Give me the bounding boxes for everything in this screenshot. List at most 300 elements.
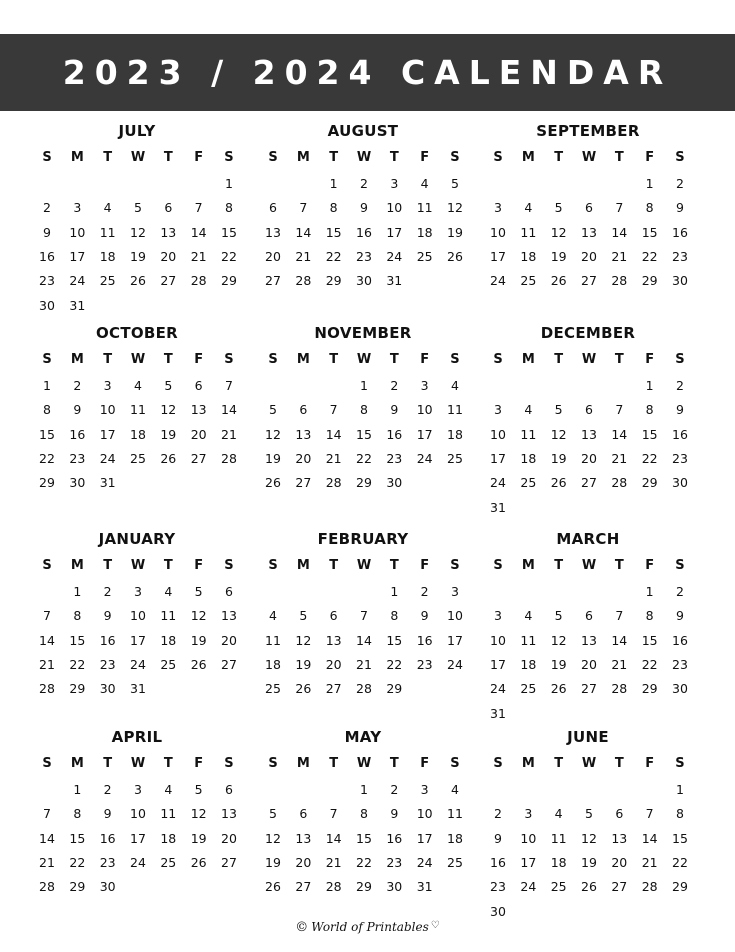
day-cell: 3 bbox=[134, 782, 142, 797]
day-cell: 28 bbox=[325, 475, 342, 491]
month-name: NOVEMBER bbox=[314, 324, 412, 342]
day-cell: 3 bbox=[494, 402, 502, 418]
day-cell: 17 bbox=[520, 854, 537, 870]
weekday-label: T bbox=[389, 150, 399, 165]
day-cell: 2 bbox=[675, 378, 684, 393]
weekday-label: M bbox=[296, 756, 310, 771]
day-cell: 2 bbox=[494, 806, 502, 822]
weekday-label: T bbox=[614, 756, 624, 771]
day-cell: 10 bbox=[99, 402, 116, 418]
day-cell: 9 bbox=[390, 806, 399, 822]
day-cell: 7 bbox=[43, 608, 51, 624]
weekday-label: S bbox=[675, 352, 685, 367]
day-cell: 11 bbox=[265, 632, 281, 648]
weekday-label: M bbox=[70, 756, 84, 771]
day-cell: 25 bbox=[520, 681, 537, 697]
day-cell: 11 bbox=[160, 806, 177, 822]
day-cell: 31 bbox=[99, 475, 116, 491]
day-cell: 30 bbox=[672, 475, 688, 491]
weekday-label: W bbox=[581, 558, 597, 573]
day-cell: 29 bbox=[386, 681, 403, 697]
month-name: DECEMBER bbox=[540, 324, 636, 342]
weekday-label: F bbox=[645, 756, 655, 771]
day-cell: 19 bbox=[265, 450, 281, 466]
day-cell: 4 bbox=[524, 200, 533, 216]
month-name: JANUARY bbox=[98, 530, 176, 548]
day-cell: 22 bbox=[672, 854, 688, 870]
day-cell: 16 bbox=[490, 854, 506, 870]
day-cell: 15 bbox=[221, 224, 237, 240]
day-cell: 13 bbox=[581, 426, 597, 442]
weekday-label: S bbox=[675, 150, 685, 165]
day-cell: 25 bbox=[447, 854, 463, 870]
day-cell: 4 bbox=[164, 782, 173, 797]
day-cell: 31 bbox=[490, 499, 506, 515]
day-cell: 10 bbox=[69, 224, 86, 240]
day-cell: 10 bbox=[416, 402, 433, 418]
day-cell: 29 bbox=[221, 273, 237, 289]
day-cell: 9 bbox=[73, 402, 82, 418]
day-cell: 10 bbox=[130, 608, 146, 624]
month-february bbox=[258, 530, 468, 730]
day-cell: 21 bbox=[295, 248, 312, 264]
day-cell: 3 bbox=[494, 200, 502, 216]
day-cell: 30 bbox=[356, 273, 372, 289]
day-cell: 29 bbox=[69, 879, 86, 895]
weekday-label: W bbox=[356, 150, 372, 165]
day-cell: 3 bbox=[494, 608, 502, 624]
day-cell: 9 bbox=[494, 830, 502, 846]
weekday-label: T bbox=[554, 150, 564, 165]
weekday-label: S bbox=[493, 558, 503, 573]
calendar-title: 2023 / 2024 CALENDAR bbox=[62, 53, 673, 92]
day-cell: 29 bbox=[356, 475, 372, 491]
day-cell: 11 bbox=[447, 806, 463, 822]
day-cell: 30 bbox=[490, 903, 506, 919]
day-cell: 14 bbox=[611, 224, 628, 240]
day-cell: 3 bbox=[390, 176, 399, 191]
day-cell: 3 bbox=[450, 584, 459, 599]
weekday-label: W bbox=[130, 756, 146, 771]
day-cell: 27 bbox=[265, 273, 281, 289]
day-cell: 16 bbox=[672, 224, 688, 240]
day-cell: 18 bbox=[160, 632, 177, 648]
day-cell: 14 bbox=[39, 632, 55, 648]
day-cell: 23 bbox=[672, 656, 688, 672]
day-cell: 23 bbox=[356, 248, 372, 264]
day-cell: 22 bbox=[641, 656, 658, 672]
day-cell: 11 bbox=[550, 830, 567, 846]
weekday-label: W bbox=[356, 558, 372, 573]
weekday-label: T bbox=[389, 558, 399, 573]
day-cell: 4 bbox=[554, 806, 563, 822]
weekday-label: F bbox=[420, 352, 430, 367]
day-cell: 15 bbox=[672, 830, 688, 846]
day-cell: 17 bbox=[490, 656, 506, 672]
day-cell: 20 bbox=[221, 632, 237, 648]
day-cell: 25 bbox=[160, 656, 177, 672]
day-cell: 11 bbox=[520, 224, 537, 240]
day-cell: 25 bbox=[99, 273, 116, 289]
month-september bbox=[483, 122, 693, 322]
day-cell: 17 bbox=[386, 224, 403, 240]
weekday-label: T bbox=[614, 558, 624, 573]
day-cell: 28 bbox=[611, 273, 628, 289]
day-cell: 31 bbox=[490, 705, 506, 721]
day-cell: 1 bbox=[43, 378, 51, 393]
month-january bbox=[32, 530, 242, 730]
weekday-label: S bbox=[268, 558, 278, 573]
month-name: SEPTEMBER bbox=[536, 122, 640, 140]
day-cell: 7 bbox=[615, 402, 624, 418]
day-cell: 5 bbox=[450, 176, 459, 191]
day-cell: 27 bbox=[190, 450, 207, 466]
weekday-label: T bbox=[329, 756, 339, 771]
day-cell: 18 bbox=[447, 426, 463, 442]
weekday-label: S bbox=[493, 150, 503, 165]
day-cell: 8 bbox=[675, 806, 684, 822]
weekday-label: T bbox=[329, 558, 339, 573]
weekday-label: M bbox=[521, 150, 535, 165]
day-cell: 28 bbox=[325, 879, 342, 895]
day-cell: 27 bbox=[581, 475, 597, 491]
day-cell: 3 bbox=[420, 782, 429, 797]
day-cell: 22 bbox=[356, 450, 372, 466]
weekday-label: S bbox=[493, 756, 503, 771]
day-cell: 20 bbox=[190, 426, 207, 442]
day-cell: 16 bbox=[672, 632, 688, 648]
day-cell: 9 bbox=[420, 608, 429, 624]
month-name: MAY bbox=[344, 728, 382, 746]
day-cell: 4 bbox=[524, 608, 533, 624]
weekday-label: W bbox=[581, 756, 597, 771]
day-cell: 4 bbox=[450, 782, 459, 797]
day-cell: 12 bbox=[447, 200, 463, 216]
day-cell: 28 bbox=[611, 475, 628, 491]
day-cell: 3 bbox=[103, 378, 112, 393]
day-cell: 24 bbox=[490, 475, 506, 491]
day-cell: 4 bbox=[450, 378, 459, 393]
weekday-label: F bbox=[645, 150, 655, 165]
day-cell: 10 bbox=[386, 200, 403, 216]
weekday-label: M bbox=[70, 558, 84, 573]
day-cell: 18 bbox=[447, 830, 463, 846]
day-cell: 12 bbox=[581, 830, 597, 846]
day-cell: 26 bbox=[190, 854, 207, 870]
weekday-label: M bbox=[521, 558, 535, 573]
day-cell: 5 bbox=[164, 378, 173, 393]
day-cell: 7 bbox=[43, 806, 51, 822]
day-cell: 11 bbox=[130, 402, 146, 418]
day-cell: 19 bbox=[581, 854, 597, 870]
day-cell: 15 bbox=[69, 830, 86, 846]
weekday-label: W bbox=[356, 352, 372, 367]
day-cell: 17 bbox=[490, 248, 506, 264]
day-cell: 7 bbox=[329, 402, 338, 418]
day-cell: 23 bbox=[39, 273, 55, 289]
day-cell: 30 bbox=[99, 879, 116, 895]
day-cell: 2 bbox=[360, 176, 368, 191]
month-october bbox=[32, 324, 242, 524]
day-cell: 2 bbox=[103, 782, 112, 797]
day-cell: 7 bbox=[224, 378, 233, 393]
day-cell: 17 bbox=[416, 830, 433, 846]
day-cell: 12 bbox=[550, 426, 567, 442]
day-cell: 27 bbox=[221, 656, 237, 672]
day-cell: 5 bbox=[585, 806, 593, 822]
day-cell: 11 bbox=[416, 200, 433, 216]
day-cell: 24 bbox=[447, 656, 463, 672]
day-cell: 6 bbox=[164, 200, 173, 216]
weekday-label: S bbox=[675, 756, 685, 771]
day-cell: 15 bbox=[386, 632, 403, 648]
day-cell: 27 bbox=[295, 475, 312, 491]
day-cell: 5 bbox=[134, 200, 142, 216]
weekday-label: F bbox=[420, 150, 430, 165]
day-cell: 9 bbox=[675, 200, 684, 216]
weekday-label: M bbox=[296, 352, 310, 367]
day-cell: 5 bbox=[194, 584, 203, 599]
weekday-label: S bbox=[268, 150, 278, 165]
day-cell: 9 bbox=[103, 806, 112, 822]
day-cell: 15 bbox=[641, 224, 658, 240]
day-cell: 16 bbox=[39, 248, 55, 264]
day-cell: 28 bbox=[39, 879, 55, 895]
day-cell: 13 bbox=[581, 224, 597, 240]
day-cell: 25 bbox=[520, 475, 537, 491]
day-cell: 12 bbox=[265, 426, 281, 442]
day-cell: 17 bbox=[447, 632, 463, 648]
day-cell: 15 bbox=[69, 632, 86, 648]
month-name: FEBRUARY bbox=[317, 530, 409, 548]
day-cell: 6 bbox=[299, 402, 308, 418]
day-cell: 23 bbox=[99, 854, 116, 870]
day-cell: 6 bbox=[224, 782, 233, 797]
weekday-label: F bbox=[645, 558, 655, 573]
day-cell: 27 bbox=[160, 273, 177, 289]
day-cell: 29 bbox=[641, 681, 658, 697]
day-cell: 26 bbox=[295, 681, 312, 697]
weekday-label: M bbox=[521, 756, 535, 771]
day-cell: 13 bbox=[160, 224, 177, 240]
day-cell: 20 bbox=[160, 248, 177, 264]
day-cell: 18 bbox=[416, 224, 433, 240]
day-cell: 17 bbox=[69, 248, 86, 264]
day-cell: 11 bbox=[160, 608, 177, 624]
day-cell: 3 bbox=[73, 200, 82, 216]
day-cell: 7 bbox=[615, 608, 624, 624]
day-cell: 8 bbox=[360, 806, 368, 822]
day-cell: 20 bbox=[581, 656, 597, 672]
day-cell: 22 bbox=[386, 656, 403, 672]
month-august bbox=[258, 122, 468, 322]
weekday-label: M bbox=[296, 558, 310, 573]
day-cell: 27 bbox=[295, 879, 312, 895]
weekday-label: S bbox=[493, 352, 503, 367]
day-cell: 8 bbox=[73, 608, 82, 624]
day-cell: 31 bbox=[130, 681, 146, 697]
day-cell: 14 bbox=[325, 426, 342, 442]
day-cell: 24 bbox=[416, 854, 433, 870]
day-cell: 24 bbox=[490, 273, 506, 289]
month-november bbox=[258, 324, 468, 524]
weekday-label: S bbox=[224, 352, 234, 367]
day-cell: 29 bbox=[356, 879, 372, 895]
day-cell: 16 bbox=[69, 426, 86, 442]
day-cell: 18 bbox=[265, 656, 281, 672]
day-cell: 19 bbox=[190, 632, 207, 648]
day-cell: 19 bbox=[265, 854, 281, 870]
day-cell: 24 bbox=[490, 681, 506, 697]
day-cell: 15 bbox=[325, 224, 342, 240]
day-cell: 9 bbox=[103, 608, 112, 624]
day-cell: 19 bbox=[130, 248, 146, 264]
day-cell: 22 bbox=[69, 656, 86, 672]
day-cell: 2 bbox=[675, 584, 684, 599]
day-cell: 3 bbox=[134, 584, 142, 599]
weekday-label: S bbox=[42, 150, 52, 165]
weekday-label: F bbox=[420, 558, 430, 573]
day-cell: 24 bbox=[130, 656, 146, 672]
day-cell: 30 bbox=[672, 273, 688, 289]
weekday-label: S bbox=[42, 756, 52, 771]
day-cell: 1 bbox=[360, 378, 368, 393]
weekday-label: T bbox=[103, 558, 113, 573]
day-cell: 27 bbox=[581, 273, 597, 289]
heart-icon: ♡ bbox=[430, 920, 440, 931]
weekday-label: T bbox=[614, 150, 624, 165]
day-cell: 15 bbox=[39, 426, 55, 442]
day-cell: 8 bbox=[329, 200, 338, 216]
day-cell: 28 bbox=[611, 681, 628, 697]
day-cell: 18 bbox=[130, 426, 146, 442]
day-cell: 29 bbox=[672, 879, 688, 895]
day-cell: 5 bbox=[554, 608, 563, 624]
day-cell: 1 bbox=[360, 782, 368, 797]
day-cell: 23 bbox=[69, 450, 86, 466]
day-cell: 22 bbox=[221, 248, 237, 264]
day-cell: 15 bbox=[356, 426, 372, 442]
day-cell: 17 bbox=[130, 632, 146, 648]
day-cell: 10 bbox=[130, 806, 146, 822]
weekday-label: T bbox=[103, 150, 113, 165]
day-cell: 1 bbox=[73, 584, 82, 599]
day-cell: 5 bbox=[194, 782, 203, 797]
day-cell: 1 bbox=[675, 782, 684, 797]
day-cell: 11 bbox=[520, 632, 537, 648]
day-cell: 15 bbox=[641, 426, 658, 442]
day-cell: 9 bbox=[675, 608, 684, 624]
day-cell: 8 bbox=[390, 608, 399, 624]
day-cell: 27 bbox=[325, 681, 342, 697]
day-cell: 21 bbox=[325, 854, 342, 870]
day-cell: 8 bbox=[360, 402, 368, 418]
month-march bbox=[483, 530, 693, 730]
day-cell: 19 bbox=[447, 224, 463, 240]
day-cell: 1 bbox=[645, 176, 654, 191]
day-cell: 4 bbox=[103, 200, 112, 216]
day-cell: 19 bbox=[550, 450, 567, 466]
day-cell: 26 bbox=[550, 681, 567, 697]
day-cell: 28 bbox=[221, 450, 237, 466]
day-cell: 25 bbox=[447, 450, 463, 466]
weekday-label: W bbox=[581, 150, 597, 165]
day-cell: 5 bbox=[269, 806, 277, 822]
weekday-label: T bbox=[329, 352, 339, 367]
day-cell: 19 bbox=[295, 656, 312, 672]
day-cell: 6 bbox=[615, 806, 624, 822]
day-cell: 28 bbox=[295, 273, 312, 289]
weekday-label: S bbox=[450, 352, 460, 367]
day-cell: 19 bbox=[160, 426, 177, 442]
day-cell: 2 bbox=[420, 584, 429, 599]
day-cell: 2 bbox=[675, 176, 684, 191]
day-cell: 22 bbox=[641, 450, 658, 466]
day-cell: 25 bbox=[160, 854, 177, 870]
day-cell: 14 bbox=[295, 224, 312, 240]
day-cell: 14 bbox=[641, 830, 658, 846]
day-cell: 25 bbox=[550, 879, 567, 895]
day-cell: 11 bbox=[99, 224, 116, 240]
weekday-label: F bbox=[194, 756, 204, 771]
day-cell: 2 bbox=[390, 782, 399, 797]
day-cell: 20 bbox=[581, 248, 597, 264]
weekday-label: M bbox=[70, 352, 84, 367]
month-july bbox=[32, 122, 242, 322]
weekday-label: T bbox=[163, 150, 173, 165]
day-cell: 24 bbox=[69, 273, 86, 289]
weekday-label: T bbox=[389, 756, 399, 771]
weekday-label: T bbox=[554, 352, 564, 367]
day-cell: 7 bbox=[360, 608, 368, 624]
day-cell: 21 bbox=[190, 248, 207, 264]
day-cell: 18 bbox=[550, 854, 567, 870]
day-cell: 30 bbox=[39, 297, 55, 313]
weekday-label: S bbox=[675, 558, 685, 573]
day-cell: 24 bbox=[99, 450, 116, 466]
day-cell: 6 bbox=[269, 200, 277, 216]
day-cell: 25 bbox=[520, 273, 537, 289]
day-cell: 13 bbox=[295, 426, 312, 442]
day-cell: 8 bbox=[645, 608, 654, 624]
day-cell: 1 bbox=[329, 176, 338, 191]
weekday-label: T bbox=[103, 352, 113, 367]
day-cell: 14 bbox=[39, 830, 55, 846]
day-cell: 12 bbox=[550, 224, 567, 240]
day-cell: 16 bbox=[672, 426, 688, 442]
weekday-label: W bbox=[581, 352, 597, 367]
day-cell: 6 bbox=[585, 402, 593, 418]
day-cell: 18 bbox=[520, 450, 537, 466]
day-cell: 13 bbox=[190, 402, 207, 418]
day-cell: 1 bbox=[645, 584, 654, 599]
weekday-label: S bbox=[224, 558, 234, 573]
day-cell: 26 bbox=[581, 879, 597, 895]
day-cell: 12 bbox=[295, 632, 312, 648]
day-cell: 21 bbox=[611, 248, 628, 264]
weekday-label: S bbox=[450, 558, 460, 573]
day-cell: 5 bbox=[269, 402, 277, 418]
month-june bbox=[483, 728, 693, 928]
weekday-label: S bbox=[268, 352, 278, 367]
weekday-label: S bbox=[268, 756, 278, 771]
day-cell: 26 bbox=[550, 475, 567, 491]
day-cell: 26 bbox=[550, 273, 567, 289]
day-cell: 20 bbox=[325, 656, 342, 672]
day-cell: 1 bbox=[390, 584, 399, 599]
day-cell: 22 bbox=[325, 248, 342, 264]
day-cell: 28 bbox=[190, 273, 207, 289]
